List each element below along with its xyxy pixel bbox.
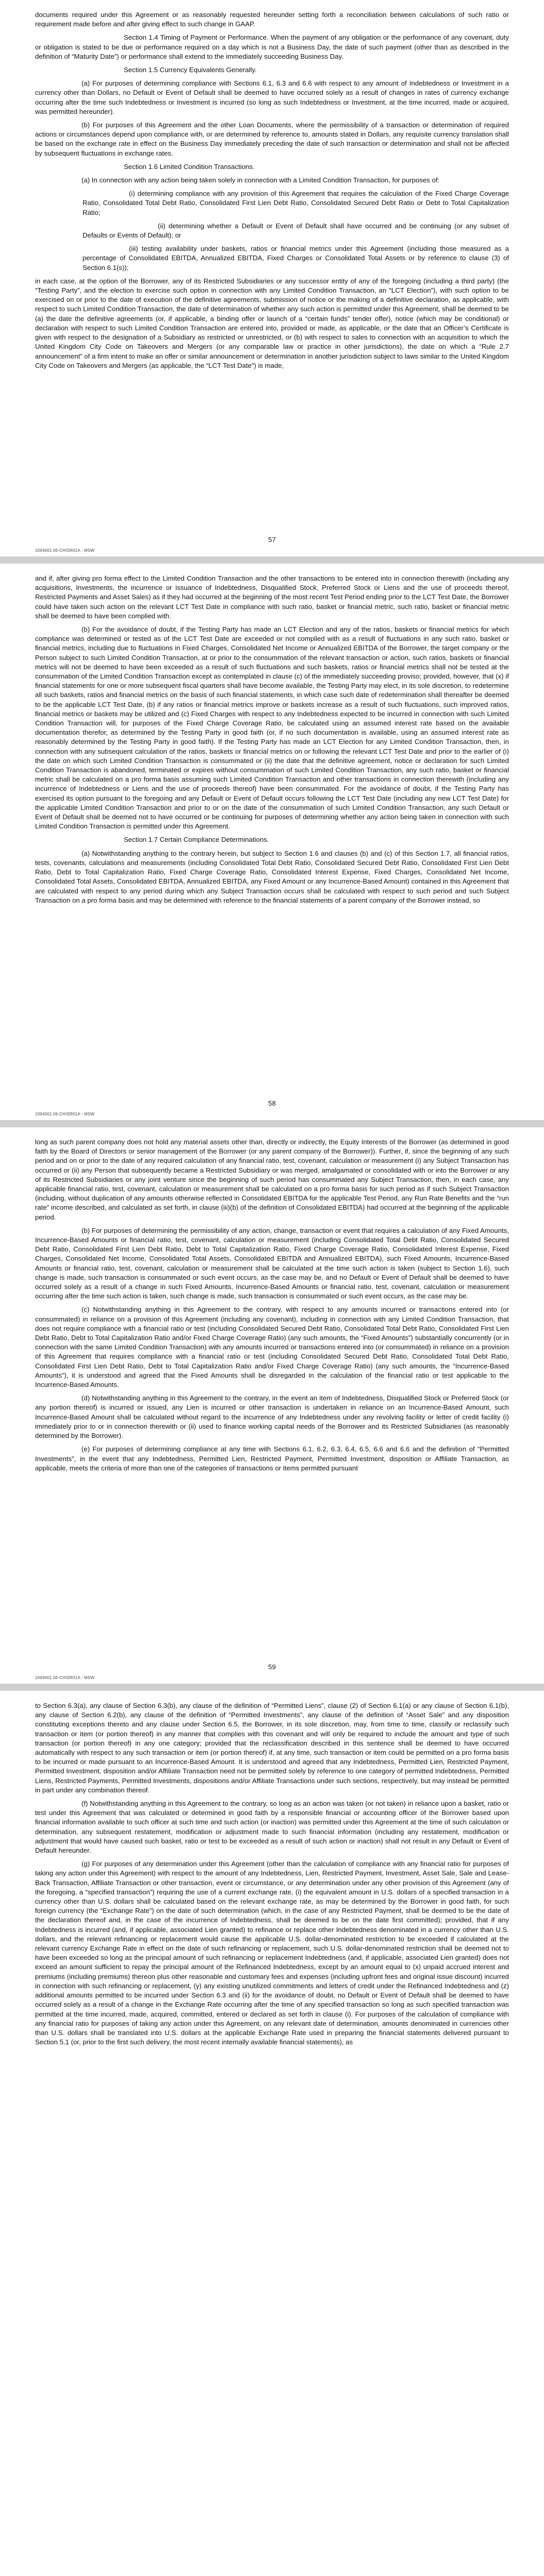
paragraph: in each case, at the option of the Borrower, any of its Restricted Subsidiaries or any successor entity of any of the foregoing (including a third party) (the “Testing Party”, and the election to exercise such option in connection with any Limited Condition Transaction, an “LCT Election”), with such option to be exercised on or prior to the date of execution of the definitive agreements, submission of notice or the making of a definitive declaration, as applicable, with respect to such Limited Condition Transaction, the date of determination of whether any such action is permitted under this Agreement, shall be deemed to be (a) the date the definitive agreements (or, if applicable, a binding offer or launch of a “certain funds” tender offer), notice (which may be conditional) or declaration with respect to such Limited Condition Transaction are entered into, provided or made, as applicable, or the date that an Officer’s Certificate is given with respect to the designation of a Subsidiary as restricted or unrestricted, or (b) with respect to sales to connection with an acquisition to which the United Kingdom City Code on Takeovers and Mergers (or any comparable law or practice in other jurisdictions), the date on which a “Rule 2.7 announcement” of a firm intent to make an offer or similar announcement or determination in another jurisdiction subject to laws similar to the United Kingdom City Code on Takeovers and Mergers (as applicable, the “LCT Test Date”) is made, [35,277,509,369]
clause: (iii) testing availability under baskets, ratios or financial metrics under this Agreement (including those measured as a percentage of Consolidated EBITDA, Annualized EBITDA, Fixed Charges or Consolidated Total Assets or by reference to clause (3) of Section 6.1(s)); [83,245,509,272]
page-body [35,574,509,905]
paragraph: (e) For purposes of determining compliance at any time with Sections 6.1, 6.2, 6.3, 6.4, 6.5, 6.6 and 6.6 and the definition of “Permitted Investments”, in the event that any Indebtedness, Permitted Lien, Restricted Payment, Permitted Investment, disposition or Affiliate Transaction, as applicable, meets the criteria of more than one of the categories of transactions or items permitted pursuant [35,1445,509,1472]
section-heading: Section 1.7 Certain Compliance Determinations. [124,836,269,844]
footer-id: 1094001.06-CHISR01A - MSW [35,548,95,553]
page-separator [0,1120,544,1127]
paragraph: (b) For purposes of this Agreement and the other Loan Documents, where the permissibility of a transaction or determination of required actions or circumstances depend upon compliance with, or are determined by reference to, amounts stated in Dollars, any requisite currency translation shall be based on the exchange rate in effect on the Business Day immediately preceding the date of such transaction or determination and shall not be affected by subsequent fluctuations in exchange rates. [35,121,509,157]
page-body [35,1701,509,2047]
footer-id: 1094001.06-CHISR01A - MSW [35,1675,95,1680]
paragraph: (f) Notwithstanding anything in this Agreement to the contrary, so long as an action was taken (or not taken) in reliance upon a basket, ratio or test under this Agreement that was calculated or determined in good faith by a responsible financial or accounting officer of the Borrower based upon financial information available to such officer at such time and such action (or inaction) was permitted under this Agreement at the time of such calculation or determination, any subsequent restatement, modification or adjustment made to such financial information (including any restatement, modification or adjustment that would have caused such basket, ratio or test to be exceeded as a result of such action or inaction) shall not result in any Default or Event of Default hereunder. [35,1800,509,1855]
page-separator [0,1684,544,1691]
page-separator [0,556,544,564]
page-60 [0,1691,544,2576]
section-heading: Section 1.6 Limited Condition Transactions. [124,162,255,171]
page-number: 58 [268,1099,276,1107]
paragraph: (a) In connection with any action being taken solely in connection with a Limited Condition Transaction, for purposes of: [81,176,440,184]
paragraph: (d) Notwithstanding anything in this Agreement to the contrary, in the event an item of Indebtedness, Disqualified Stock or Preferred Stock (or any portion thereof) is incurred or issued, any Lien is incurred or other transaction is undertaken in reliance on an Incurrence-Based Amount, such Incurrence-Based Amount shall be calculated without regard to the incurrence of any Indebtedness under any revolving facility or letter of credit facility (i) immediately prior to or in connection therewith or (ii) used to finance working capital needs of the Borrower and its Restricted Subsidiaries (as reasonably determined by the Borrower). [35,1394,509,1440]
footer-id: 1094001.06-CHISR01A - MSW [35,1112,95,1116]
page-58 [0,564,544,1120]
page-number: 59 [268,1663,276,1671]
section-heading: Section 1.4 Timing of Payment or Performance. When the payment of any obligation or the performance of any covenant, duty or obligation is stated to be due or performance required on a day which is not a Business Day, the date of such payment (other than as described in the definition of “Maturity Date”) or performance shall extend to the immediately succeeding Business Day. [35,33,509,60]
paragraph: (g) For purposes of any determination under this Agreement (other than the calculation of compliance with any financial ratio for purposes of taking any action under this Agreement) with respect to the amount of any Indebtedness, Lien, Restricted Payment, Investment, Asset Sale, Sale and Lease-Back Transaction, Affiliate Transaction or other transaction, event or circumstance, or any determination under any other provision of this Agreement (any of the foregoing, a “specified transaction”) requiring the use of a current exchange rate, (i) the equivalent amount in U.S. dollars of a specified transaction in a currency other than U.S. dollars shall be calculated based on the relevant exchange rate, as may be determined by the Borrower in good faith, for such foreign currency (the “Exchange Rate”) on the date of such determination (which, in the case of any Restricted Payment, shall be deemed to be the date of the declaration thereof and, in the case of the incurrence of Indebtedness, shall be deemed to be on the date first committed); provided, that if any Indebtedness is incurred (and, if applicable, associated Lien granted) to refinance or replace other Indebtedness denominated in a currency other than U.S. dollars, and the relevant refinancing or replacement would cause the applicable U.S. dollar-denominated restriction to be exceeded if calculated at the relevant currency Exchange Rate in effect on the date of such refinancing or replacement, such U.S. dollar-denominated restriction shall be deemed not to have been exceeded so long as the principal amount of such refinancing or replacement Indebtedness (and, if applicable, associated Lien granted) does not exceed an amount sufficient to repay the principal amount of the Refinanced Indebtedness, except by an amount equal to (x) unpaid accrued interest and premiums (including premiums) thereon plus other reasonable and customary fees and expenses (including upfront fees and original issue discount) incurred in connection with such refinancing or replacement, (y) any existing unutilized commitments and letters of credit under the Refinanced Indebtedness and (z) additional amounts permitted to be incurred under Section 6.3 and (ii) for the avoidance of doubt, no Default or Event of Default shall be deemed to have occurred solely as a result of a change in the Exchange Rate occurring after the time of any specified transaction so long as such specified transaction was permitted at the time incurred, made, acquired, committed, entered or declared as set forth in clause (i). For purposes of the calculation of compliance with any financial ratio for purposes of taking any action under this Agreement, on any relevant date of determination, amounts denominated in currencies other than U.S. dollars shall be translated into U.S. dollars at the applicable Exchange Rate used in preparing the financial statements delivered pursuant to Section 5.1 (or, prior to the first such delivery, the most recent internally available financial statements), as [35,1860,509,2046]
paragraph: (a) Notwithstanding anything to the contrary herein, but subject to Section 1.6 and clauses (b) and (c) of this Section 1.7, all financial ratios, tests, covenants, calculations and measurements (including Consolidated Total Debt Ratio, Consolidated Secured Debt Ratio, Consolidated First Lien Debt Ratio, Debt to Total Capitalization Ratio, Fixed Charge Coverage Ratio, Consolidated Interest Expense, Fixed Charges, Consolidated Net Income, Consolidated Total Assets, Consolidated EBITDA, Annualized EBITDA, any Fixed Amount or any Incurrence-Based Amount) contained in this Agreement that are calculated with respect to any period during which any Subject Transaction occurs shall be calculated with respect to such period and such Subject Transaction on a pro forma basis and may be determined with reference to the financial statements of a parent company of the Borrower instead, so [35,849,509,904]
paragraph: (b) For purposes of determining the permissibility of any action, change, transaction or event that requires a calculation of any Fixed Amounts, Incurrence-Based Amounts or financial ratio, test, covenant, calculation or measurement (including Consolidated Total Debt Ratio, Consolidated Secured Debt Ratio, Consolidated First Lien Debt Ratio, Debt to Total Capitalization Ratio, Fixed Charge Coverage Ratio, Consolidated Interest Expense, Fixed Charges, Consolidated Net Income, Consolidated Total Assets, Consolidated EBITDA and Annualized EBITDA), such Fixed Amounts, Incurrence-Based Amounts or financial ratio, test, covenant, calculation or measurement shall be calculated at the time such action is taken (subject to Section 1.6), such change is made, such transaction is consummated or such event occurs, as the case may be, and no Default or Event of Default shall be deemed to have occurred solely as a result of a change in such Fixed Amounts, Incurrence-Based Amounts or financial ratio, test, covenant, calculation or measurement occurring after the time such action is taken, such change is made, such transaction is consummated or such event occurs, as the case may be. [35,1226,509,1300]
page-57 [0,0,544,556]
paragraph: and if, after giving pro forma effect to the Limited Condition Transaction and the other transactions to be entered into in connection therewith (including any acquisitions, Investments, the incurrence or issuance of Indebtedness, Disqualified Stock, Preferred Stock or Liens and the use of proceeds thereof, Restricted Payments and Asset Sales) as if they had occurred at the beginning of the most recent Test Period ending prior to the LCT Test Date, the Borrower could have taken such action on the relevant LCT Test Date in compliance with such ratio, basket or financial metric, such ratio, basket or financial metric shall be deemed to have been complied with. [35,574,509,620]
paragraph: documents required under this Agreement or as reasonably requested hereunder setting forth a reconciliation between calculations of such ratio or requirement made before and after giving effect to such change in GAAP. [35,11,509,28]
clause: (ii) determining whether a Default or Event of Default shall have occurred and be continuing (or any subset of Defaults or Events of Default); or [83,222,509,240]
paragraph: (c) Notwithstanding anything in this Agreement to the contrary, with respect to any amounts incurred or transactions entered into (or consummated) in reliance on a provision of this Agreement (including any covenant), including in connection with any Limited Condition Transaction, that does not require compliance with a financial ratio or test (including Consolidated Secured Debt Ratio, Consolidated Total Debt Ratio, Consolidated First Lien Debt Ratio, Debt to Total Capitalization Ratio and/or Fixed Charge Coverage Ratio) (any such amounts, the “Fixed Amounts”) substantially concurrently (or in connection with the same Limited Condition Transaction) with any amounts incurred or transactions entered into (or consummated) in reliance on a provision of this Agreement that requires compliance with a financial ratio or test (including Consolidated Secured Debt Ratio, Consolidated Total Debt Ratio, Consolidated First Lien Debt Ratio, Debt to Total Capitalization Ratio and/or Fixed Charge Coverage Ratio) (any such amounts, the “Incurrence-Based Amounts”), it is understood and agreed that the Fixed Amounts shall be disregarded in the calculation of the financial ratio or test applicable to the Incurrence-Based Amounts. [35,1306,509,1389]
paragraph: long as such parent company does not hold any material assets other than, directly or indirectly, the Equity Interests of the Borrower (as determined in good faith by the Board of Directors or senior management of the Borrower (or any parent company of the Borrower)). Further, if, since the beginning of any such period and on or prior to the date of any required calculation of any financial ratio, test, covenant, calculation or measurement (i) any Subject Transaction has occurred or (ii) any Person that subsequently became a Restricted Subsidiary or was merged, amalgamated or consolidated with or into the Borrower or any of its Restricted Subsidiaries or any joint venture since the beginning of such period has consummated any Subject Transaction, then, in each case, any applicable financial ratio, test, covenant, calculation or measurement shall be calculated on a pro forma basis for such period as if such Subject Transaction (including, without duplication of any amounts otherwise reflected in Consolidated EBITDA for the applicable Test Period, any Run Rate Benefits and the “run rate” income described, and calculated as set forth, in clause (iii)(b) of the definition of Consolidated EBITDA) had occurred at the beginning of the applicable period. [35,1138,509,1221]
page-body [35,10,509,370]
clause: (i) determining compliance with any provision of this Agreement that requires the calculation of the Fixed Charge Coverage Ratio, Consolidated Total Debt Ratio, Consolidated First Lien Debt Ratio, Consolidated Secured Debt Ratio or Debt to Total Capitalization Ratio; [83,190,509,216]
page-body [35,1138,509,1473]
section-heading: Section 1.5 Currency Equivalents Generally. [124,66,257,74]
page-59 [0,1127,544,1684]
paragraph: to Section 6.3(a), any clause of Section 6.3(b), any clause of the definition of “Permitted Liens”, clause (2) of Section 6.1(a) or any clause of Section 6.1(b), any clause of Section 6.2(b), any clause of the definition of “Permitted Investments”, any clause of the definition of “Asset Sale” and any disposition constituting exceptions thereto and any clause under Section 6.5, the Borrower, in its sole discretion, may, from time to time, classify or reclassify such transaction or item (or portion thereof) in any manner that complies with this covenant and will only be required to include the amount and type of such transaction (or portion thereof) in any one category; provided that the reclassification described in this sentence shall be deemed to have occurred automatically with respect to any such transaction or item (or portion thereof) if, at any time, such transaction or item could be permitted on a pro forma basis to be incurred or made pursuant to an Incurrence-Based Amount. It is understood and agreed that any Indebtedness, Permitted Lien, Restricted Payment, Permitted Investment, disposition and/or Affiliate Transaction need not be permitted solely by reference to one category of permitted Indebtedness, Permitted Liens, Restricted Payments, Permitted Investments, dispositions and/or Affiliate Transactions under such sections, respectively, but may instead be permitted in part under any combination thereof. [35,1702,509,1794]
paragraph: (a) For purposes of determining compliance with Sections 6.1, 6.3 and 6.6 with respect to any amount of Indebtedness or Investment in a currency other than Dollars, no Default or Event of Default shall be deemed to have occurred solely as a result of changes in rates of currency exchange occurring after the time such Indebtedness or Investment is incurred (so long as such Indebtedness or Investment, at the time incurred, made or acquired, was permitted hereunder). [35,79,509,115]
page-number: 57 [268,536,276,544]
paragraph: (b) For the avoidance of doubt, if the Testing Party has made an LCT Election and any of the ratios, baskets or financial metrics for which compliance was determined or tested as of the LCT Test Date are exceeded or not complied with as a result of fluctuations in any such ratio, basket or financial metrics, including due to fluctuations in Fixed Charges, Consolidated Net Income or Annualized EBITDA of the Borrower, the target company or the Person subject to such Limited Condition Transaction, at or prior to the consummation of the relevant transaction or action, such ratios, baskets or financial metrics will not be deemed to have been exceeded as a result of such fluctuations and such baskets, ratios or financial metrics shall not be tested at the consummation of the Limited Condition Transaction except as contemplated in clause (c) of the immediately succeeding proviso; provided, however, that (x) if financial statements for one or more subsequent fiscal quarters shall have become available, the Testing Party may elect, in its sole discretion, to redetermine all such baskets, ratios and financial metrics on the basis of such financial statements, in which case such date of redetermination shall thereafter be deemed to be the applicable LCT Test Date, (b) if any ratios or financial metrics improve or baskets increase as a result of such fluctuations, such improved ratios, financial metrics or baskets may be utilized and (c) Fixed Charges with respect to any Indebtedness expected to be incurred in connection with such Limited Condition Transaction will, for purposes of the Fixed Charge Coverage Ratio, be calculated using an assumed interest rate based on the available documentation therefor, as determined by the Testing Party in good faith (or, if no such documentation is available, using an assumed interest rate as reasonably determined by the Testing Party in good faith). If the Testing Party has made an LCT Election for any Limited Condition Transaction, then, in connection with any subsequent calculation of the ratios, baskets or financial metrics on or following the relevant LCT Test Date and prior to the earlier of (i) the date on which such Limited Condition Transaction is consummated or (ii) the date that the definitive agreement, notice or declaration for such Limited Condition Transaction is abandoned, terminated or expires without consummation of such Limited Condition Transaction, any such ratio, basket or financial metric shall be calculated on a pro forma basis assuming such Limited Condition Transaction and other transactions in connection therewith (including any incurrence of Indebtedness or Liens and the use of proceeds thereof) have been consummated. For the avoidance of doubt, if the Testing Party has exercised its option pursuant to the foregoing and any Default or Event of Default occurs following the LCT Test Date (including any new LCT Test Date) for the applicable Limited Condition Transaction and prior to or on the date of the consummation of such Limited Condition Transaction, any such Default or Event of Default shall be deemed not to have occurred or be continuing for purposes of determining whether any action being taken in connection with such Limited Condition Transaction is permitted under this Agreement. [35,625,509,831]
